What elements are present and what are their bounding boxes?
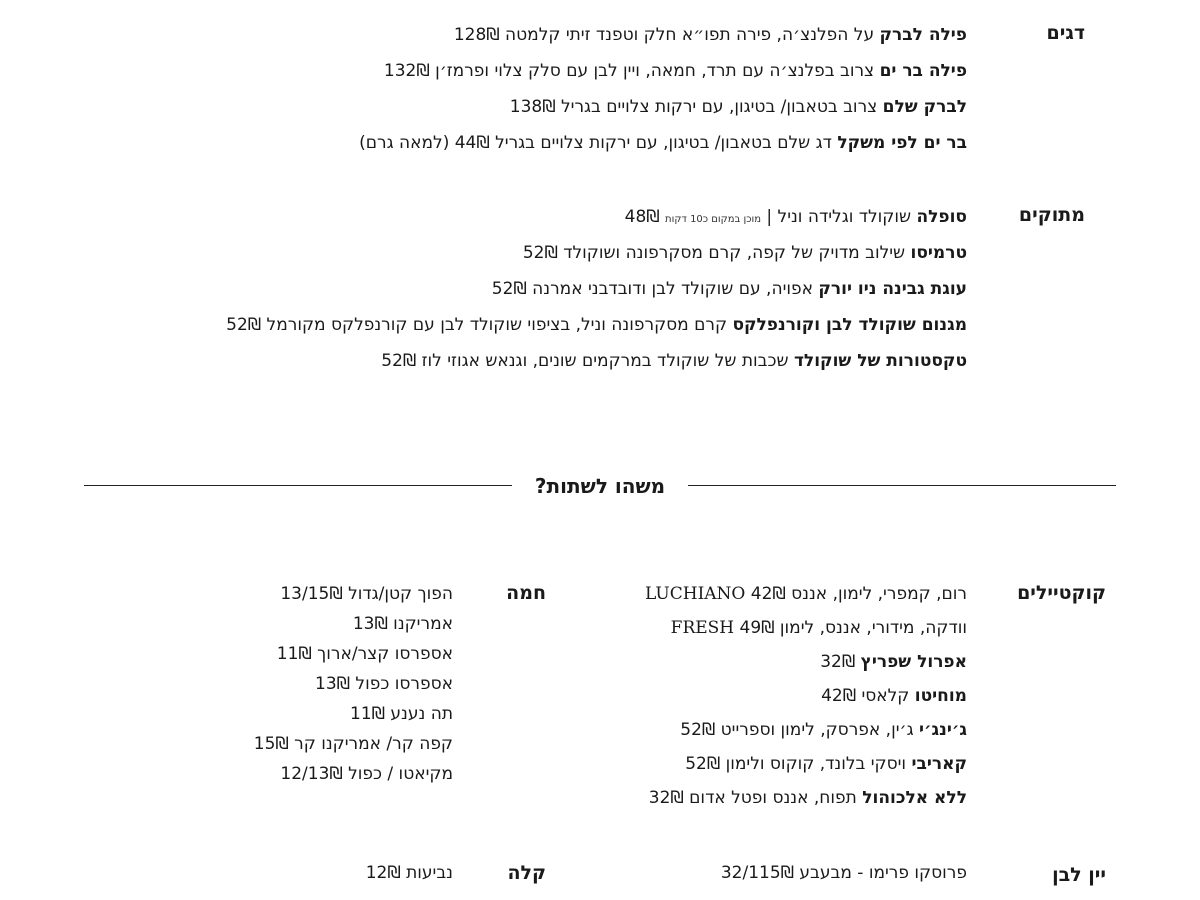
item-name: לברק שלם <box>882 97 967 117</box>
item-price: 48₪ <box>624 207 666 227</box>
item-name: טקסטורות של שוקולד <box>793 351 967 371</box>
menu-item <box>547 781 967 815</box>
item-latin-name: FRESH <box>670 618 735 638</box>
item-desc: קלאסי 42₪ <box>821 686 915 706</box>
item-name: בר ים לפי משקל <box>837 133 967 153</box>
item-desc: על הפלנצ׳ה, פירה תפו״א חלק וטפנד זיתי קלמטה 128₪ <box>453 25 880 45</box>
drinks-divider <box>84 470 1116 502</box>
item-name: טרמיסו <box>910 243 967 263</box>
white-wine-items <box>547 856 967 890</box>
item-name: קאריבי <box>911 754 967 774</box>
item-name: מגנום שוקולד לבן וקורנפלקס <box>732 315 967 335</box>
item-desc: רום, קמפרי, לימון, אננס 42₪ <box>745 584 967 604</box>
cocktail-items <box>547 577 967 815</box>
menu-item <box>107 199 967 235</box>
menu-item <box>547 713 967 747</box>
list-item: אמריקנו 13₪ <box>352 614 453 634</box>
menu-item <box>107 89 967 125</box>
item-desc: קרם מסקרפונה וניל, בציפוי שוקולד לבן עם קורנפלקס מקורמל 52₪ <box>226 315 733 335</box>
category-light-label: קלה <box>507 862 546 884</box>
menu-item <box>107 53 967 89</box>
item-latin-name: LUCHIANO <box>645 584 746 604</box>
item-desc: שוקולד וגלידה וניל | <box>761 207 917 227</box>
item-desc: צרוב בטאבון/ בטיגון, עם ירקות צלויים בגריל 138₪ <box>509 97 883 117</box>
list-item: תה נענע 11₪ <box>350 704 453 724</box>
item-note: מוכן במקום כ10 דקות <box>665 214 761 225</box>
item-desc: ג׳ין, אפרסק, לימון וספרייט 52₪ <box>680 720 919 740</box>
item-name: מוחיטו <box>914 686 967 706</box>
menu-item <box>107 307 967 343</box>
list-item: קפה קר/ אמריקנו קר 15₪ <box>253 734 453 754</box>
dessert-items <box>107 199 967 379</box>
fish-items <box>107 17 967 161</box>
list-item: מקיאטו / כפול 12/13₪ <box>280 764 453 784</box>
menu-item <box>107 235 967 271</box>
item-name: עוגת גבינה ניו יורק <box>818 279 967 299</box>
item-desc: דג שלם בטאבון/ בטיגון, עם ירקות צלויים בגריל 44₪ (למאה גרם) <box>359 133 838 153</box>
item-name: סופלה <box>916 207 967 227</box>
drinks-section-title: משהו לשתות? <box>534 474 666 498</box>
list-item: הפוך קטן/גדול 13/15₪ <box>280 584 453 604</box>
divider-line-right <box>688 485 1116 486</box>
menu-item <box>547 679 967 713</box>
item-desc: שכבות של שוקולד במרקמים שונים, וגנאש אגוזי לוז 52₪ <box>381 351 794 371</box>
item-name: ללא אלכוהול <box>862 788 967 808</box>
list-item: אספרסו קצר/ארוך 11₪ <box>276 644 453 664</box>
list-item: נביעות 12₪ <box>365 863 453 883</box>
item-desc: וודקה, מידורי, אננס, לימון 49₪ <box>734 618 967 638</box>
light-drink-items <box>133 858 453 888</box>
item-name: פילה לברק <box>879 25 967 45</box>
item-name: אפרול שפריץ <box>860 652 967 672</box>
menu-item <box>107 343 967 379</box>
item-name: ג׳ינג׳י <box>919 720 967 740</box>
category-hot-label: חמה <box>506 582 546 604</box>
item-desc: ויסקי בלונד, קוקוס ולימון 52₪ <box>685 754 912 774</box>
menu-item <box>547 611 967 645</box>
menu-item <box>547 577 967 611</box>
item-desc: שילוב מדויק של קפה, קרם מסקרפונה ושוקולד 52₪ <box>522 243 911 263</box>
item-desc: צרוב בפלנצ׳ה עם תרד, חמאה, ויין לבן עם סלק צלוי ופרמז׳ן 132₪ <box>383 61 880 81</box>
category-desserts-label: מתוקים <box>1018 204 1085 226</box>
menu-item <box>547 747 967 781</box>
category-fish-label: דגים <box>1046 22 1085 44</box>
item-desc: תפוח, אננס ופטל אדום 32₪ <box>648 788 863 808</box>
list-item: אספרסו כפול 13₪ <box>315 674 453 694</box>
menu-item <box>547 645 967 679</box>
item-name: פילה בר ים <box>879 61 967 81</box>
item-desc: אפויה, עם שוקולד לבן ודובדבני אמרנה 52₪ <box>491 279 819 299</box>
menu-item <box>107 271 967 307</box>
menu-item <box>107 17 967 53</box>
category-white-wine-label: יין לבן <box>1052 864 1106 886</box>
menu-item <box>107 125 967 161</box>
list-item: פרוסקו פרימו - מבעבע 32/115₪ <box>720 863 967 883</box>
item-desc: 32₪ <box>820 652 861 672</box>
hot-drink-items <box>133 579 453 789</box>
category-cocktails-label: קוקטיילים <box>1017 582 1106 604</box>
